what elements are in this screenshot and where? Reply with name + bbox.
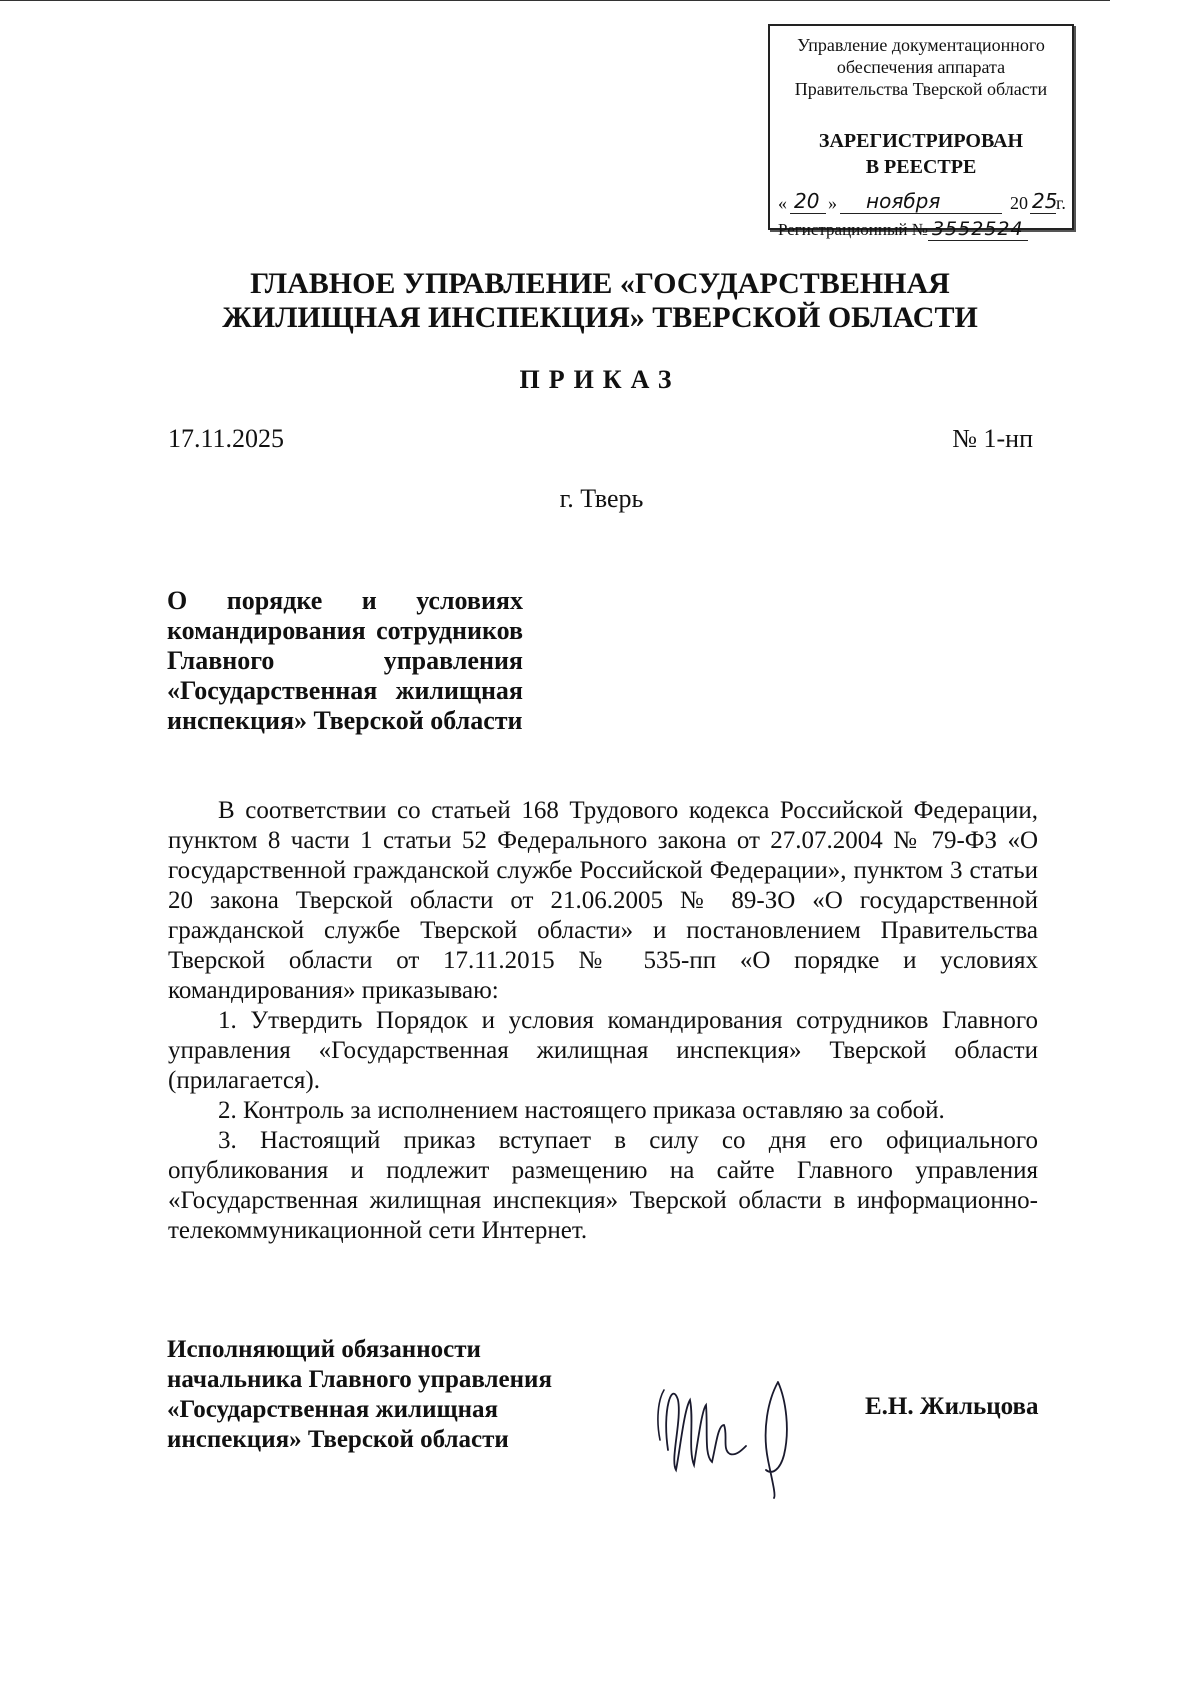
document-subject (167, 586, 523, 736)
document-date: 17.11.2025 (168, 424, 285, 453)
page-top-edge (0, 0, 1110, 1)
stamp-date-day: 20 (794, 189, 820, 213)
body-item-1: 1. Утвердить Порядок и условия командирования сотрудников Главного управления «Государственная жилищная инспекция» Тверской области (прилагается). (168, 1007, 1038, 1094)
document-type: ПРИКАЗ (519, 365, 681, 394)
document-body (168, 796, 1038, 1246)
subject-line-2: командирования сотрудников (167, 616, 523, 645)
stamp-date-year-unit: г. (1056, 193, 1066, 213)
body-item-2: 2. Контроль за исполнением настоящего приказа оставляю за собой. (218, 1097, 945, 1124)
signatory-title-line-1: Исполняющий обязанности (167, 1336, 481, 1363)
stamp-date-month: ноября (866, 189, 941, 213)
stamp-date-day-underline (790, 213, 826, 214)
signatory-title-line-2: начальника Главного управления (167, 1366, 552, 1393)
stamp-date-open-quote: « (778, 193, 787, 213)
stamp-date-year-prefix: 20 (1010, 193, 1028, 213)
stamp-date-month-underline (840, 213, 1002, 214)
stamp-registered-label (770, 128, 1072, 180)
stamp-department-line-3: Правительства Тверской области (794, 79, 1048, 99)
stamp-department-line-1: Управление документационного (797, 35, 1045, 55)
signatory-name: Е.Н. Жильцова (865, 1393, 1039, 1420)
handwritten-signature (650, 1370, 810, 1500)
subject-line-1: О порядке и условиях (167, 586, 523, 615)
body-preamble: В соответствии со статьей 168 Трудового кодекса Российской Федерации, пунктом 8 части 1 статьи 52 Федерального закона от 27.07.2004 № 79-ФЗ «О государственной гражданской службе Российской Федерации», пунктом 3 статьи 20 закона Тверской области от 21.06.2005 № 89-ЗО «О государственной гражданской службе Тверской области» и постановлением Правительства Тверской области от 17.11.2015 № 535-пп «О порядке и условиях командирования» приказываю: (168, 797, 1038, 1004)
document-city: г. Тверь (559, 484, 644, 513)
agency-title-line-1: ГЛАВНОЕ УПРАВЛЕНИЕ «ГОСУДАРСТВЕННАЯ (250, 267, 950, 300)
stamp-registration-date (778, 186, 1068, 216)
document-number: № 1-нп (952, 424, 1033, 453)
stamp-reg-label: Регистрационный № (778, 220, 928, 239)
stamp-department (770, 34, 1072, 100)
agency-title-line-2: ЖИЛИЩНАЯ ИНСПЕКЦИЯ» ТВЕРСКОЙ ОБЛАСТИ (222, 301, 978, 334)
signatory-title-line-4: инспекция» Тверской области (167, 1426, 509, 1453)
signatory-title (167, 1335, 617, 1455)
stamp-registration-number (778, 218, 1028, 240)
subject-line-3: Главного управления (167, 646, 523, 675)
stamp-reg-number: 3552524 (928, 218, 1028, 241)
stamp-registered-line-2: В РЕЕСТРЕ (865, 156, 977, 178)
subject-line-4: «Государственная жилищная (167, 676, 523, 705)
stamp-date-year-underline (1030, 213, 1056, 214)
registration-stamp (768, 24, 1074, 240)
body-item-3: 3. Настоящий приказ вступает в силу со дня его официального опубликования и подлежит размещению на сайте Главного управления «Государственная жилищная инспекция» Тверской области в информационно-телекоммуникационной сети Интернет. (168, 1127, 1038, 1244)
agency-title (0, 267, 1200, 335)
stamp-date-year-suffix: 25 (1032, 189, 1058, 213)
stamp-department-line-2: обеспечения аппарата (836, 57, 1006, 77)
signatory-title-line-3: «Государственная жилищная (167, 1396, 499, 1423)
stamp-registered-line-1: ЗАРЕГИСТРИРОВАН (818, 130, 1024, 152)
subject-line-5: инспекция» Тверской области (167, 706, 523, 735)
stamp-date-close-quote: » (828, 193, 837, 213)
